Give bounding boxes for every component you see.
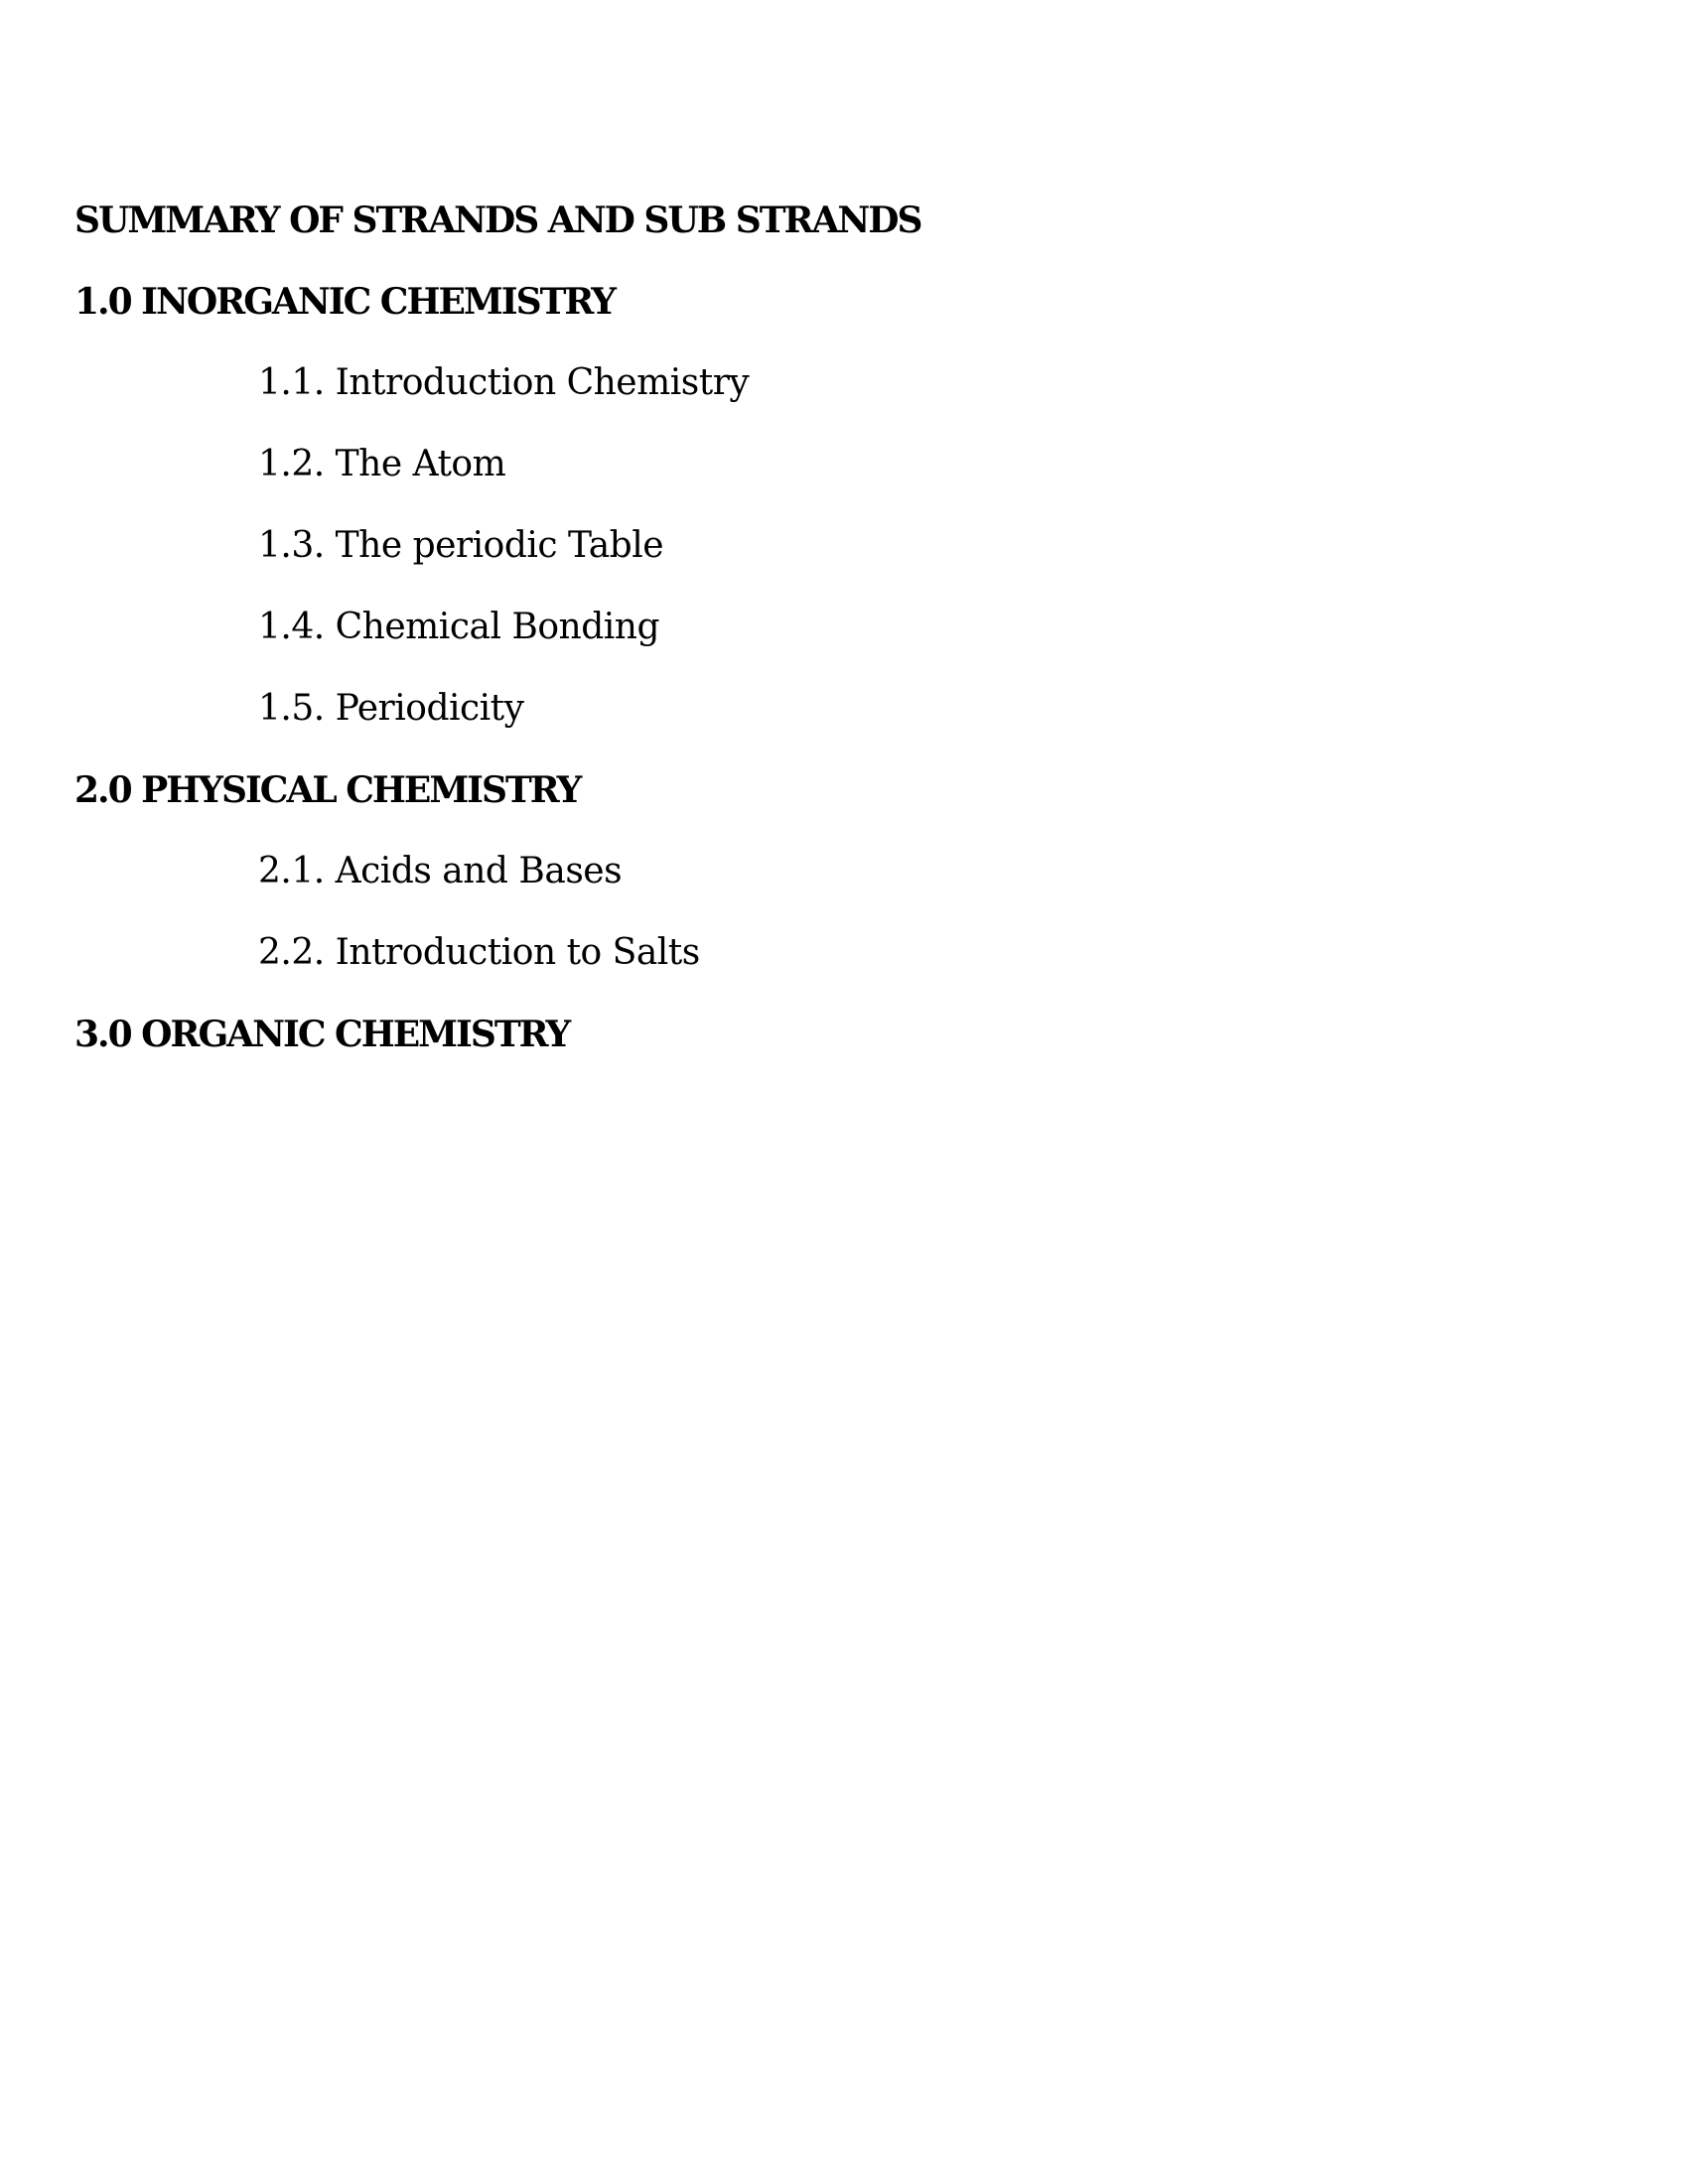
sub-strand-acids-and-bases: 2.1. Acids and Bases [258,851,623,891]
sub-strand-the-atom: 1.2. The Atom [258,444,506,484]
section-heading-organic-chemistry: 3.0 ORGANIC CHEMISTRY [74,1014,570,1055]
section-heading-physical-chemistry: 2.0 PHYSICAL CHEMISTRY [74,769,581,811]
sub-strand-the-periodic-table: 1.3. The periodic Table [258,525,664,566]
sub-strand-chemical-bonding: 1.4. Chemical Bonding [258,607,660,647]
section-heading-inorganic-chemistry: 1.0 INORGANIC CHEMISTRY [74,281,615,323]
document-content [74,180,1628,1075]
page-title: SUMMARY OF STRANDS AND SUB STRANDS [74,200,921,241]
sub-strand-introduction-to-salts: 2.2. Introduction to Salts [258,932,700,973]
sub-strand-introduction-chemistry: 1.1. Introduction Chemistry [258,362,750,403]
sub-strand-periodicity: 1.5. Periodicity [258,688,524,729]
